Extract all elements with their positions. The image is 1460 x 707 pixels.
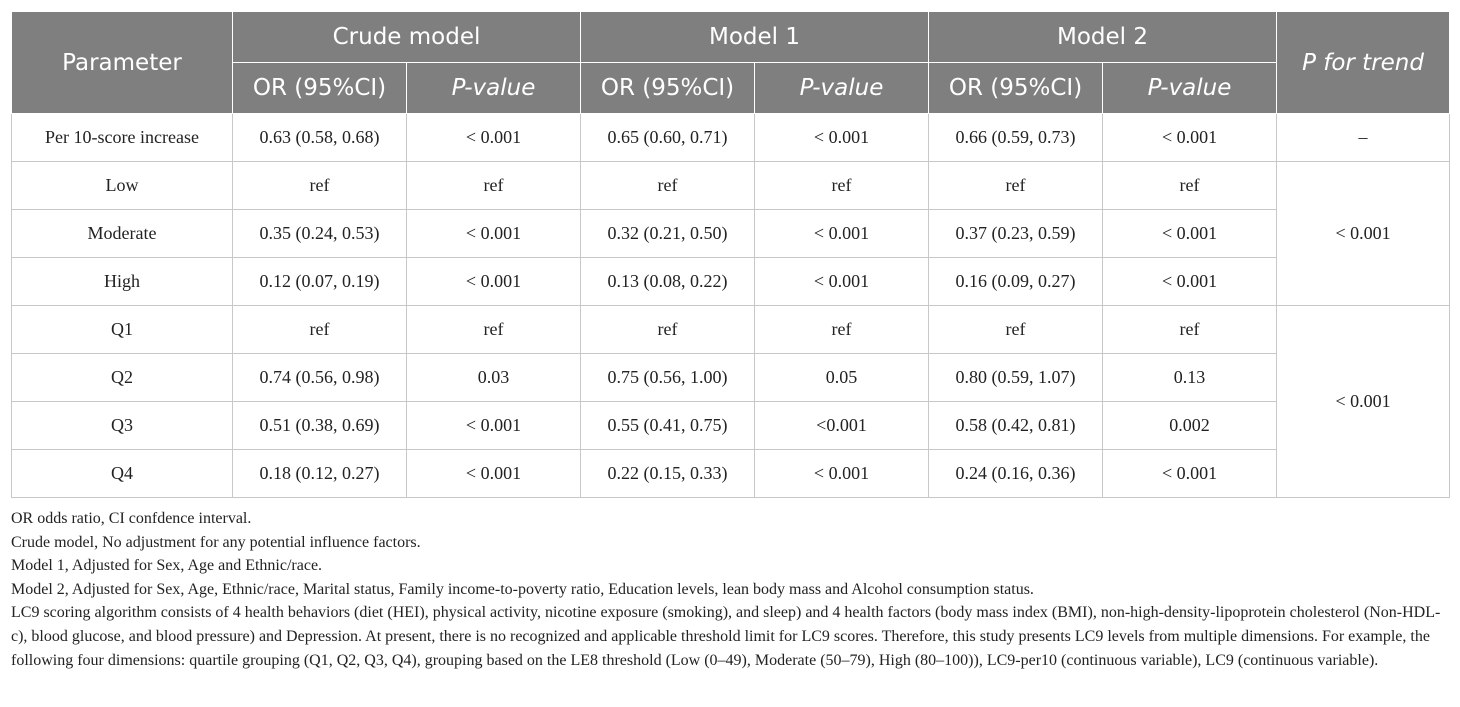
model2-or-cell: ref <box>929 306 1103 354</box>
table-footnotes <box>11 507 1449 672</box>
row-parameter: Q2 <box>12 354 233 402</box>
model2-or-cell: 0.80 (0.59, 1.07) <box>929 354 1103 402</box>
table-row <box>12 210 1450 258</box>
crude-or-cell: ref <box>233 306 407 354</box>
header-model2-or: OR (95%CI) <box>929 63 1103 114</box>
model2-p-cell: ref <box>1103 306 1277 354</box>
crude-p-cell: < 0.001 <box>407 114 581 162</box>
table-row <box>12 162 1450 210</box>
model1-or-cell: ref <box>581 306 755 354</box>
model2-p-cell: < 0.001 <box>1103 450 1277 498</box>
row-parameter: Q4 <box>12 450 233 498</box>
header-parameter: Parameter <box>12 12 233 114</box>
crude-or-cell: 0.63 (0.58, 0.68) <box>233 114 407 162</box>
header-crude-p: P-value <box>407 63 581 114</box>
model1-p-cell: ref <box>755 162 929 210</box>
table-row <box>12 402 1450 450</box>
crude-or-cell: 0.35 (0.24, 0.53) <box>233 210 407 258</box>
crude-p-cell: ref <box>407 162 581 210</box>
crude-or-cell: ref <box>233 162 407 210</box>
model1-p-cell: < 0.001 <box>755 210 929 258</box>
header-p-for-trend: P for trend <box>1277 12 1450 114</box>
footnote-model-1: Model 1, Adjusted for Sex, Age and Ethnic/race. <box>11 557 323 575</box>
model2-or-cell: ref <box>929 162 1103 210</box>
row-parameter: Moderate <box>12 210 233 258</box>
header-model-2: Model 2 <box>929 12 1277 63</box>
row-parameter: High <box>12 258 233 306</box>
model1-or-cell: 0.13 (0.08, 0.22) <box>581 258 755 306</box>
crude-or-cell: 0.74 (0.56, 0.98) <box>233 354 407 402</box>
model1-or-cell: ref <box>581 162 755 210</box>
results-table <box>11 11 1450 498</box>
footnote-model-2: Model 2, Adjusted for Sex, Age, Ethnic/race, Marital status, Family income-to-poverty ratio, Education levels, lean body mass and Alcohol consumption status. <box>11 580 1034 598</box>
row-parameter: Per 10-score increase <box>12 114 233 162</box>
header-model1-or: OR (95%CI) <box>581 63 755 114</box>
model2-or-cell: 0.24 (0.16, 0.36) <box>929 450 1103 498</box>
trend-cell: – <box>1277 114 1450 162</box>
table-row <box>12 354 1450 402</box>
model2-p-cell: 0.002 <box>1103 402 1277 450</box>
row-parameter: Low <box>12 162 233 210</box>
model1-p-cell: < 0.001 <box>755 450 929 498</box>
header-crude-model: Crude model <box>233 12 581 63</box>
table-row <box>12 114 1450 162</box>
header-model1-p: P-value <box>755 63 929 114</box>
table-row <box>12 450 1450 498</box>
header-model2-p: P-value <box>1103 63 1277 114</box>
model2-p-cell: 0.13 <box>1103 354 1277 402</box>
model2-p-cell: < 0.001 <box>1103 258 1277 306</box>
crude-p-cell: ref <box>407 306 581 354</box>
trend-cell-quartile: < 0.001 <box>1277 306 1450 498</box>
row-parameter: Q1 <box>12 306 233 354</box>
model2-p-cell: ref <box>1103 162 1277 210</box>
model1-p-cell: ref <box>755 306 929 354</box>
crude-or-cell: 0.51 (0.38, 0.69) <box>233 402 407 450</box>
model2-p-cell: < 0.001 <box>1103 210 1277 258</box>
model1-or-cell: 0.75 (0.56, 1.00) <box>581 354 755 402</box>
trend-cell-le8: < 0.001 <box>1277 162 1450 306</box>
model1-or-cell: 0.22 (0.15, 0.33) <box>581 450 755 498</box>
crude-p-cell: 0.03 <box>407 354 581 402</box>
footnote-abbreviations: OR odds ratio, CI confdence interval. <box>11 510 252 527</box>
model1-or-cell: 0.65 (0.60, 0.71) <box>581 114 755 162</box>
table-row <box>12 306 1450 354</box>
crude-p-cell: < 0.001 <box>407 210 581 258</box>
footnote-lc9: LC9 scoring algorithm consists of 4 health behaviors (diet (HEI), physical activity, nicotine exposure (smoking), and sleep) and 4 health factors (body mass index (BMI), non-high-density-lipoprotein cholesterol (Non-HDL-c), blood glucose, and blood pressure) and Depression. At present, there is no recognized and applicable threshold limit for LC9 scores. Therefore, this study presents LC9 levels from multiple dimensions. For example, the following four dimensions: quartile grouping (Q1, Q2, Q3, Q4), grouping based on the LE8 threshold (Low (0–49), Moderate (50–79), High (80–100)), LC9-per10 (continuous variable), LC9 (continuous variable). <box>11 604 1441 669</box>
model2-or-cell: 0.37 (0.23, 0.59) <box>929 210 1103 258</box>
row-parameter: Q3 <box>12 402 233 450</box>
crude-or-cell: 0.12 (0.07, 0.19) <box>233 258 407 306</box>
model2-p-cell: < 0.001 <box>1103 114 1277 162</box>
crude-p-cell: < 0.001 <box>407 402 581 450</box>
model1-p-cell: <0.001 <box>755 402 929 450</box>
model1-p-cell: < 0.001 <box>755 114 929 162</box>
crude-p-cell: < 0.001 <box>407 450 581 498</box>
header-model-1: Model 1 <box>581 12 929 63</box>
model1-or-cell: 0.32 (0.21, 0.50) <box>581 210 755 258</box>
model2-or-cell: 0.16 (0.09, 0.27) <box>929 258 1103 306</box>
model1-or-cell: 0.55 (0.41, 0.75) <box>581 402 755 450</box>
crude-p-cell: < 0.001 <box>407 258 581 306</box>
model2-or-cell: 0.58 (0.42, 0.81) <box>929 402 1103 450</box>
model1-p-cell: 0.05 <box>755 354 929 402</box>
model2-or-cell: 0.66 (0.59, 0.73) <box>929 114 1103 162</box>
table-container <box>11 11 1449 672</box>
table-row <box>12 258 1450 306</box>
model1-p-cell: < 0.001 <box>755 258 929 306</box>
crude-or-cell: 0.18 (0.12, 0.27) <box>233 450 407 498</box>
header-crude-or: OR (95%CI) <box>233 63 407 114</box>
footnote-crude-model: Crude model, No adjustment for any potential influence factors. <box>11 533 421 551</box>
